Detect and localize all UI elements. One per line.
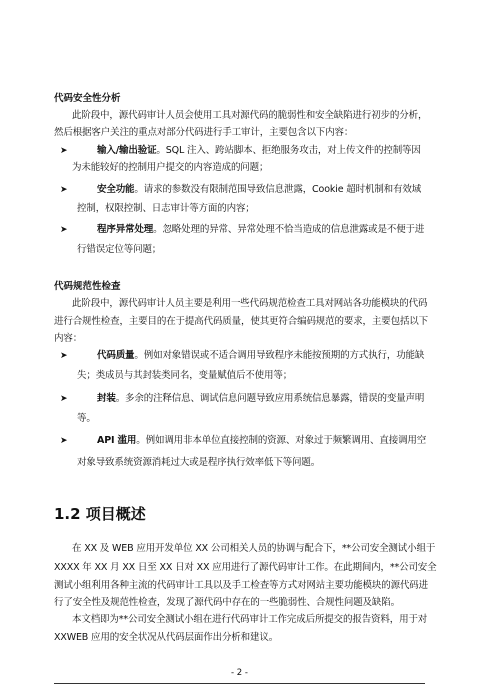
quality-item-1 (97, 350, 424, 362)
bullet-arrow-icon: ➤ (60, 225, 68, 235)
section-heading-security: 代码安全性分析 (54, 93, 121, 104)
bullet-arrow-icon: ➤ (60, 394, 68, 404)
overview-para2-line-2: XXWEB 应用的安全状况从代码层面作出分析和建议。 (54, 632, 279, 643)
security-item-3 (97, 224, 424, 236)
bullet-arrow-icon: ➤ (60, 436, 68, 446)
item-text: 。例如对象错误或不适合调用导致程序未能按预期的方式执行，功能缺 (134, 350, 425, 361)
security-item-2-cont: 控制，权限控制、日志审计等方面的内容； (77, 203, 255, 214)
security-item-3-cont: 行错误定位等问题； (77, 244, 162, 255)
quality-item-3-cont: 对象导致系统资源消耗过大或是程序执行效率低下等问题。 (77, 457, 321, 468)
security-intro-line-2: 然后根据客户关注的重点对部分代码进行手工审计，主要包含以下内容： (54, 127, 354, 138)
quality-item-2-cont: 等。 (77, 413, 96, 424)
page-number: - 2 - (231, 668, 248, 678)
overview-para1-line-2: XXXX 年 XX 月 XX 日至 XX 日对 XX 应用进行了源代码审计工作。在此期间内，**公司安全 (54, 562, 437, 573)
quality-item-2 (97, 393, 424, 405)
bullet-arrow-icon: ➤ (60, 185, 68, 195)
security-item-1-cont: 为未能较好的控制用户提交的内容造成的问题； (72, 162, 269, 173)
item-text: 。忽略处理的异常、异常处理不恰当造成的信息泄露或是不便于进 (153, 224, 425, 235)
security-item-1 (97, 145, 421, 157)
overview-para1-line-4: 行了安全性及规范性检查，发现了源代码中存在的一些脆弱性、合规性问题及缺陷。 (54, 597, 400, 608)
overview-para1-line-1: 在 XX 及 WEB 应用开发单位 XX 公司相关人员的协调与配合下，**公司安全测试小组于 (72, 543, 436, 554)
overview-para1-line-3: 测试小组利用各种主流的代码审计工具以及手工检查等方式对网站主要功能模块的源代码进 (54, 580, 429, 591)
bullet-arrow-icon: ➤ (60, 146, 68, 156)
item-term: API 滥用 (97, 435, 137, 446)
quality-item-1-cont: 失；类成员与其封装类同名，变量赋值后不使用等； (77, 370, 293, 381)
item-term: 安全功能 (97, 184, 135, 195)
section-heading-quality: 代码规范性检查 (54, 281, 121, 292)
quality-intro-line-1: 此阶段中，源代码审计人员主要是利用一些代码规范检查工具对网站各功能模块的代码 (72, 298, 428, 309)
security-item-2 (97, 184, 421, 196)
item-text: 。例如调用非本单位直接控制的资源、对象过于频繁调用、直接调用空 (136, 435, 427, 446)
quality-item-3 (97, 435, 426, 447)
footer-divider (54, 683, 425, 684)
item-term: 代码质量 (97, 350, 135, 361)
overview-para2-line-1: 本文档即为**公司安全测试小组在进行代码审计工作完成后所提交的报告资料，用于对 (72, 614, 428, 625)
security-intro-line-1: 此阶段中，源代码审计人员会使用工具对源代码的脆弱性和安全缺陷进行初步的分析， (72, 110, 428, 121)
section-heading-overview: 1.2 项目概述 (54, 505, 146, 523)
item-term: 输入/输出验证 (97, 145, 157, 156)
quality-intro-line-2: 进行合规性检查，主要目的在于提高代码质量，使其更符合编码规范的要求，主要包括以下 (54, 316, 429, 327)
item-text: 。请求的参数没有限制范围导致信息泄露，Cookie 超时机制和有效域 (134, 184, 422, 195)
item-text: 。多余的注释信息、调试信息问题导致应用系统信息暴露，错误的变量声明 (115, 393, 425, 404)
item-term: 封装 (97, 393, 116, 404)
item-term: 程序异常处理 (97, 224, 154, 235)
item-text: 。SQL 注入、跨站脚本、拒绝服务攻击，对上传文件的控制等因 (156, 145, 421, 156)
quality-intro-line-3: 内容： (54, 333, 83, 344)
bullet-arrow-icon: ➤ (60, 351, 68, 361)
